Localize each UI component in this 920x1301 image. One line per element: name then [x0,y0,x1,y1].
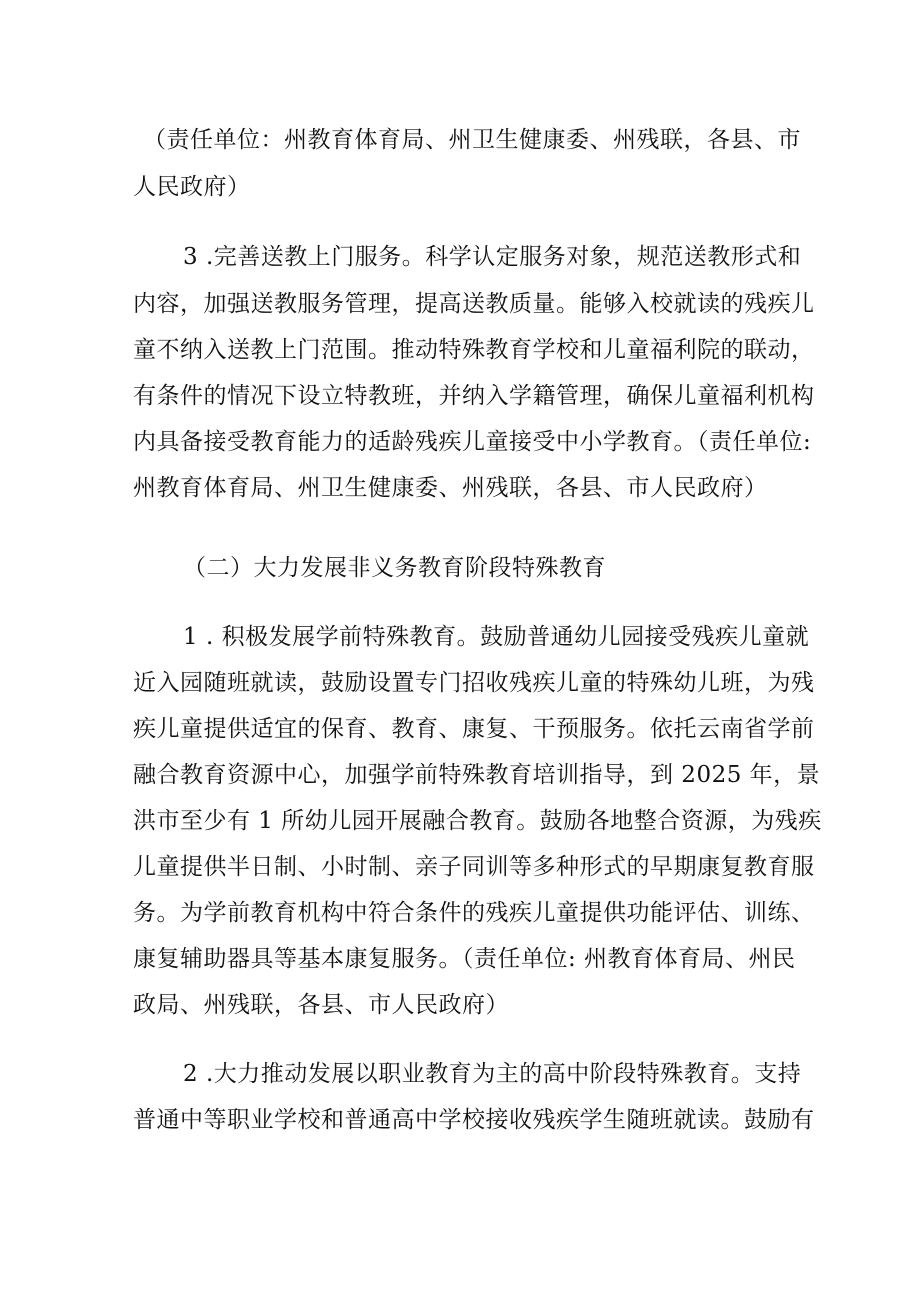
text-line: 州教育体育局、州卫生健康委、州残联，各县、市人民政府） [133,475,768,501]
text-line: 务。为学前教育机构中符合条件的残疾儿童提供功能评估、训练、 [133,900,815,926]
text-line: 人民政府） [133,174,251,200]
text-line: （责任单位：州教育体育局、州卫生健康委、州残联，各县、市 [143,127,801,153]
text-line: 有条件的情况下设立特教班，并纳入学籍管理，确保儿童福利机构 [133,383,815,409]
text-line: 内容，加强送教服务管理，提高送教质量。能够入校就读的残疾儿 [133,291,815,317]
text-line: 近入园随班就读，鼓励设置专门招收残疾儿童的特殊幼儿班，为残 [133,670,815,696]
text-line: 融合教育资源中心，加强学前特殊教育培训指导，到 2025 年，景 [133,762,821,788]
text-line: 康复辅助器具等基本康复服务。（责任单位: 州教育体育局、州民 [133,946,796,972]
text-line: 普通中等职业学校和普通高中学校接收残疾学生随班就读。鼓励有 [133,1107,815,1133]
text-line: 政局、州残联，各县、市人民政府） [133,992,509,1018]
text-line: 3 .完善送教上门服务。科学认定服务对象，规范送教形式和 [183,244,802,270]
text-line: 童不纳入送教上门范围。推动特殊教育学校和儿童福利院的联动， [133,337,815,363]
section-heading: （二）大力发展非义务教育阶段特殊教育 [183,555,606,581]
text-line: 内具备接受教育能力的适龄残疾儿童接受中小学教育。（责任单位: [133,429,812,455]
text-line: 2 .大力推动发展以职业教育为主的高中阶段特殊教育。支持 [183,1061,802,1087]
text-line: 儿童提供半日制、小时制、亲子同训等多种形式的早期康复教育服 [133,854,815,880]
text-line: 1 . 积极发展学前特殊教育。鼓励普通幼儿园接受残疾儿童就 [183,624,810,650]
text-line: 疾儿童提供适宜的保育、教育、康复、干预服务。依托云南省学前 [133,716,815,742]
text-line: 洪市至少有 1 所幼儿园开展融合教育。鼓励各地整合资源，为残疾 [133,808,822,834]
